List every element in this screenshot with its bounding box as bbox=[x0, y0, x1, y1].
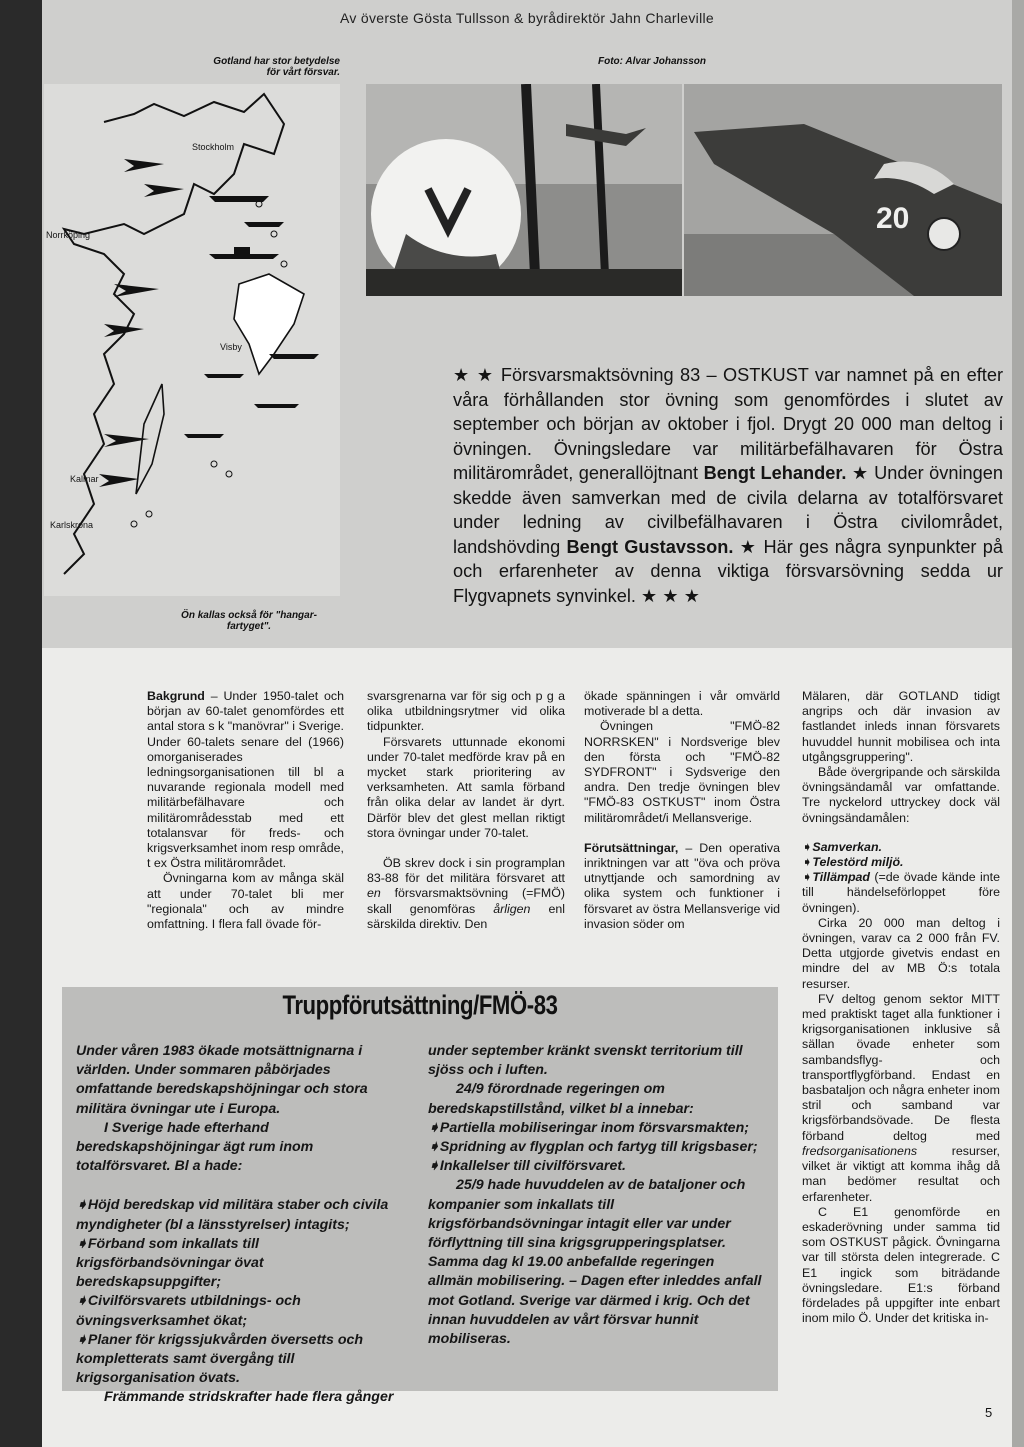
arrow-bullet-icon: ➧ bbox=[76, 1331, 88, 1348]
pilot-photo bbox=[366, 84, 682, 296]
map-label-visby: Visby bbox=[220, 342, 242, 352]
keyword-2: ➧Telestörd miljö. bbox=[802, 855, 904, 870]
photo-credit: Foto: Alvar Johansson bbox=[598, 56, 706, 67]
arrow-bullet-icon: ➧ bbox=[802, 855, 813, 870]
arrow-bullet-icon: ➧ bbox=[428, 1139, 440, 1156]
intro-text: ★ ★ Försvarsmaktsövning 83 – OSTKUST var namnet på en efter våra förhållanden stor övning som genomfördes i slutet av september och början av oktober i fjol. Drygt 20 000 man deltog i övningen. Övningsledare var militärbefälhavaren för Östra militärområdet, generallöjtnant Bengt Lehander. ★ Under övningen skedde även samverkan med de civila delarna av totalförsvaret under ledning av civilbefälhavaren i Östra civilområdet, landshövding Bengt Gustavsson. ★ Här ges några synpunkter på och erfarenheter av denna viktiga försvarsövning sedda ur Flygvapnets synvinkel. ★ ★ ★ bbox=[453, 365, 1004, 606]
page-number: 5 bbox=[985, 1405, 993, 1420]
map-caption-bottom: Ön kallas också för "hangar- fartyget". bbox=[181, 610, 317, 632]
arrow-bullet-icon: ➧ bbox=[76, 1197, 88, 1214]
star-icon: ★ bbox=[739, 536, 764, 557]
gotland-map bbox=[44, 84, 340, 596]
keyword-3: ➧Tillämpad (=de övade kände inte till händelseförloppet före övningen). bbox=[802, 870, 1000, 915]
box-right-column: under september kränkt svenskt territorium till sjöss och i luften. 24/9 förordnade regeringen om beredskapstillstånd, vilket bl a innebar: ➧Partiella mobiliseringar inom försvarsmakten; ➧Spridning av flygplan och fartyg till krigsbaser; ➧Inkallelser till civilförsvaret. 25/9 hade huvuddelen av de bataljoner och kompanier som inkallats till krigsförbandsövningar intagit eller var under förflyttning till sina krigsgrupperingsplatser. Samma dag kl 19.00 anbefallde regeringen allmän mobilisering. – Dagen efter inleddes anfall mot Gotland. Sverige var därmed i krig. Och det innan huvuddelen av vårt försvar hunnit mobiliseras. bbox=[428, 1043, 762, 1348]
arrow-bullet-icon: ➧ bbox=[76, 1293, 88, 1310]
map-label-stockholm: Stockholm bbox=[192, 142, 235, 152]
star-icon: ★ ★ ★ bbox=[641, 585, 701, 606]
arrow-bullet-icon: ➧ bbox=[428, 1119, 440, 1136]
right-scan-edge bbox=[1012, 0, 1024, 1447]
arrow-bullet-icon: ➧ bbox=[802, 839, 813, 854]
column-1: Bakgrund – Under 1950-talet och början av 60-talet genomfördes ett antal stora s k "manövrar" i Sverige. Under 60-talets senare del (1966) omorganiserades ledningsorganisationen till bl a nuvarande regionala modell med militärbefälhavare och militärområdesstab med ett totalansvar för freds- och krigsverksamhet inom resp område, t ex Östra militärområdet. Övningarna kom av många skäl att under 70-talet bli mer "regionala" och av mindre omfattning. I flera fall övade för- bbox=[147, 689, 344, 932]
map-label-karlskrona: Karlskrona bbox=[50, 520, 94, 530]
aircraft-number: 20 bbox=[876, 202, 910, 235]
arrow-bullet-icon: ➧ bbox=[802, 870, 813, 885]
star-icon: ★ ★ bbox=[453, 365, 501, 385]
byline: Av överste Gösta Tullsson & byrådirektör Jahn Charleville bbox=[339, 10, 714, 26]
map-label-norrkoping: Norrköping bbox=[46, 230, 91, 240]
box-left-column: Under våren 1983 ökade motsättnignarna i världen. Under sommaren påbörjades omfattande beredskapshöjningar och stora militära övningar ute i Europa. I Sverige hade efterhand beredskapshöjningar ägt rum inom totalförsvaret. Bl a hade: ➧Höjd beredskap vid militära staber och civila myndigheter (bl a länsstyrelser) intagits; ➧Förband som inkallats till krigsförbandsövningar övat beredskapsuppgifter; ➧Civilförsvarets utbildnings- och övningsverksamhet ökat; ➧Planer för krigssjukvården översetts och kompletterats samt övergång till krigsorganisation övats. Främmande stridskrafter hade flera gånger bbox=[76, 1043, 394, 1406]
left-scan-edge bbox=[0, 0, 42, 1447]
column-2: svarsgrenarna var för sig och p g a olika utbildningsrytmer vid olika tidpunkter. Försvarets uttunnade ekonomi under 70-talet medförde krav på en mycket stark prioritering av verksamheten. Att samla förband från olika delar av landet är dyrt. Därför blev det glest mellan riktigt stora övningar under 70-talet. ÖB skrev dock i sin programplan 83-88 för det militära försvaret att en försvarsmaktsövning (=FMÖ) skall genomföras årligen enl särskilda direktiv. Den bbox=[367, 689, 565, 931]
map-caption-top: Gotland har stor betydelse för vårt försvar. bbox=[213, 56, 340, 78]
aircraft-photo bbox=[684, 84, 1002, 296]
star-icon: ★ bbox=[851, 463, 875, 483]
column-3: ökade spänningen i vår omvärld motiverade bl a detta. Övningen "FMÖ-82 NORRSKEN" i Nordsverige blev den första och "FMÖ-82 SYDFRONT" i Sydsverige den andra. Den tredje övningen blev "FMÖ-83 OSTKUST" inom Östra militärområdet/i Mellansverige. Förutsättningar, – Den operativa inriktningen var att "öva och pröva utnyttjande och samordning av olika system och funktioner i försvaret av östra Mellansverige vid invasion söder om bbox=[584, 689, 780, 931]
box-title: Truppförutsättning/FMÖ-83 bbox=[282, 990, 558, 1020]
arrow-bullet-icon: ➧ bbox=[428, 1158, 440, 1175]
arrow-bullet-icon: ➧ bbox=[76, 1235, 88, 1252]
column-4: Mälaren, där GOTLAND tidigt angrips och där invasion av fastlandet inleds innan försvarets huvuddel hunnit mobilisea och inta utgångsgruppering". Både övergripande och särskilda övningsändamål var omfattande. Tre nyckelord uttryckey dock väl övningsändamålen: ➧Samverkan. ➧Telestörd miljö. ➧Tillämpad (=de övade kände inte till händelseförloppet före övningen). Cirka 20 000 man deltog i övningen, varav ca 2 000 från FV. Detta utgjorde givetvis endast en mindre del av MB Ö:s totala resurser. FV deltog genom sektor MITT med praktiskt taget alla funktioner i krigsorganisationen inklusive så sällan övade enheter som sambandsflyg- och transportflygförband. Endast en basbataljon och några enheter inom stril och samband var krigsförbandsövade. De flesta förband deltog med fredsorganisationens resurser, vilket är viktigt att komma ihåg då man bedömer resultat och erfarenheter. C E1 genomförde en eskaderövning under samma tid som OSTKUST pågick. Övningarna var till största delen integrerade. C E1 ingick som biträdande övningsledare. E1:s förband fördelades på uppgifter inte enbart inom milo Ö. Under det kritiska in- bbox=[802, 689, 1000, 1326]
map-label-kalmar: Kalmar bbox=[70, 474, 99, 484]
keyword-1: ➧Samverkan. bbox=[802, 839, 882, 854]
